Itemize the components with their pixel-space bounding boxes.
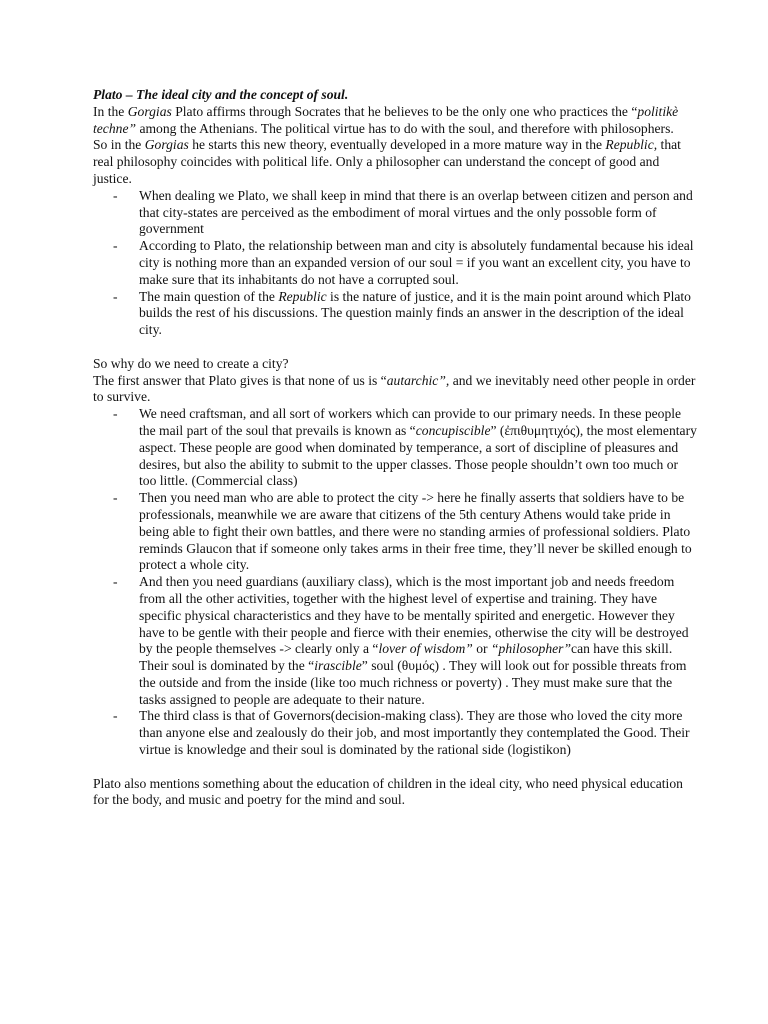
text-run: ” soul (θυμός) . They will look out for possible threats from the outside and from the inside (like too much richness or poverty) . They must make sure that the tasks assigned to people are adequate to their nature.	[139, 658, 687, 707]
text-run: that real philosophy coincides with political life. Only a philosopher can understand the concept of good and justice.	[93, 137, 681, 186]
text-run: or	[472, 641, 491, 657]
text-run: he starts this new theory, eventually developed in a more mature way in the	[188, 137, 606, 153]
italic-irascible: irascible	[314, 658, 362, 674]
list-item: - According to Plato, the relationship between man and city is absolutely fundamental because his ideal city is nothing more than an expanded version of our soul = if you want an excellent city, you have to make sure that its inhabitants do not have a corrupted soul.	[139, 238, 698, 288]
italic-gorgias: Gorgias	[127, 103, 172, 119]
list-item	[139, 406, 698, 490]
text-run: and we inevitably need other people in order to survive.	[93, 372, 696, 405]
text-run: ” (ἐπιθυμητιχός), the most elementary aspect. These people are good when dominated by temperance, a sort of discipline of pleasures and desires, but also the ability to submit to the upper classes. Those people shouldn’t own too much or too little. (Commercial class)	[139, 422, 697, 489]
section-answer	[93, 373, 698, 407]
text-run: And then you need guardians (auxiliary class), which is the most important job and needs freedom from all the other activities, together with the highest level of expertise and training. They have specific physical characteristics and they have to be mentally spirited and energetic. However they have to be gentle with their people and fierce with their enemies, otherwise the city will be destroyed by the people themselves -> clearly only a “	[139, 574, 689, 657]
text-run: among the Athenians. The political virtue has to do with the soul, and therefore with philosophers.	[136, 120, 674, 136]
list-item: - When dealing we Plato, we shall keep in mind that there is an overlap between citizen and person and that city-states are perceived as the embodiment of moral virtues and the only possoble form of government	[139, 188, 698, 238]
italic-lover-of-wisdom: lover of wisdom”	[378, 641, 473, 657]
bullet-list-1	[93, 188, 698, 339]
paragraph-spacer	[93, 339, 698, 356]
text-run: The first answer that Plato gives is that none of us is “	[93, 372, 387, 388]
italic-republic: Republic	[278, 288, 327, 304]
text-run: can have this skill. Their soul is dominated by the “	[139, 641, 673, 674]
text-run: The main question of the	[139, 288, 279, 304]
italic-concupiscible: concupiscible	[415, 422, 491, 438]
italic-gorgias: Gorgias	[144, 137, 189, 153]
italic-politike-techne: politikè techne”	[93, 103, 679, 136]
document-title: Plato – The ideal city and the concept of soul.	[93, 87, 349, 102]
italic-philosopher: “philosopher”	[490, 641, 572, 657]
intro-paragraph-2	[93, 137, 698, 187]
text-run: is the nature of justice, and it is the main point around which Plato builds the rest of his discussions. The question mainly finds an answer in the description of the ideal city.	[139, 288, 691, 338]
text-run: So in the	[93, 137, 145, 153]
text-run: We need craftsman, and all sort of workers which can provide to our primary needs. In these people the mail part of the soul that prevails is known as “	[139, 406, 682, 438]
italic-autarchic: autarchic”,	[386, 372, 450, 388]
italic-republic: Republic,	[605, 137, 658, 153]
list-item: - The third class is that of Governors(decision-making class). They are those who loved the city more than anyone else and zealously do their job, and most importantly they contemplated the Good. Their virtue is knowledge and their soul is dominated by the rational side (logistikon)	[139, 708, 698, 758]
list-item	[139, 574, 698, 708]
conclusion-paragraph: Plato also mentions something about the education of children in the ideal city, who need physical education for the body, and music and poetry for the mind and soul.	[93, 775, 683, 808]
list-item	[139, 289, 698, 339]
paragraph-spacer	[93, 759, 698, 776]
text-run: Plato affirms through Socrates that he believes to be the only one who practices the “	[171, 103, 638, 119]
bullet-list-2	[93, 406, 698, 759]
text-run: In the	[93, 103, 128, 119]
list-item: - Then you need man who are able to protect the city -> here he finally asserts that soldiers have to be professionals, meanwhile we are aware that citizens of the 5th century Athens would take pride in being able to fight their own battles, and there were no standing armies of professional soldiers. Plato reminds Glaucon that if someone only takes arms in their free time, they’ll never be skilled enough to protect a whole city.	[139, 490, 698, 574]
intro-paragraph-1	[93, 104, 698, 138]
section-question: So why do we need to create a city?	[93, 355, 289, 371]
